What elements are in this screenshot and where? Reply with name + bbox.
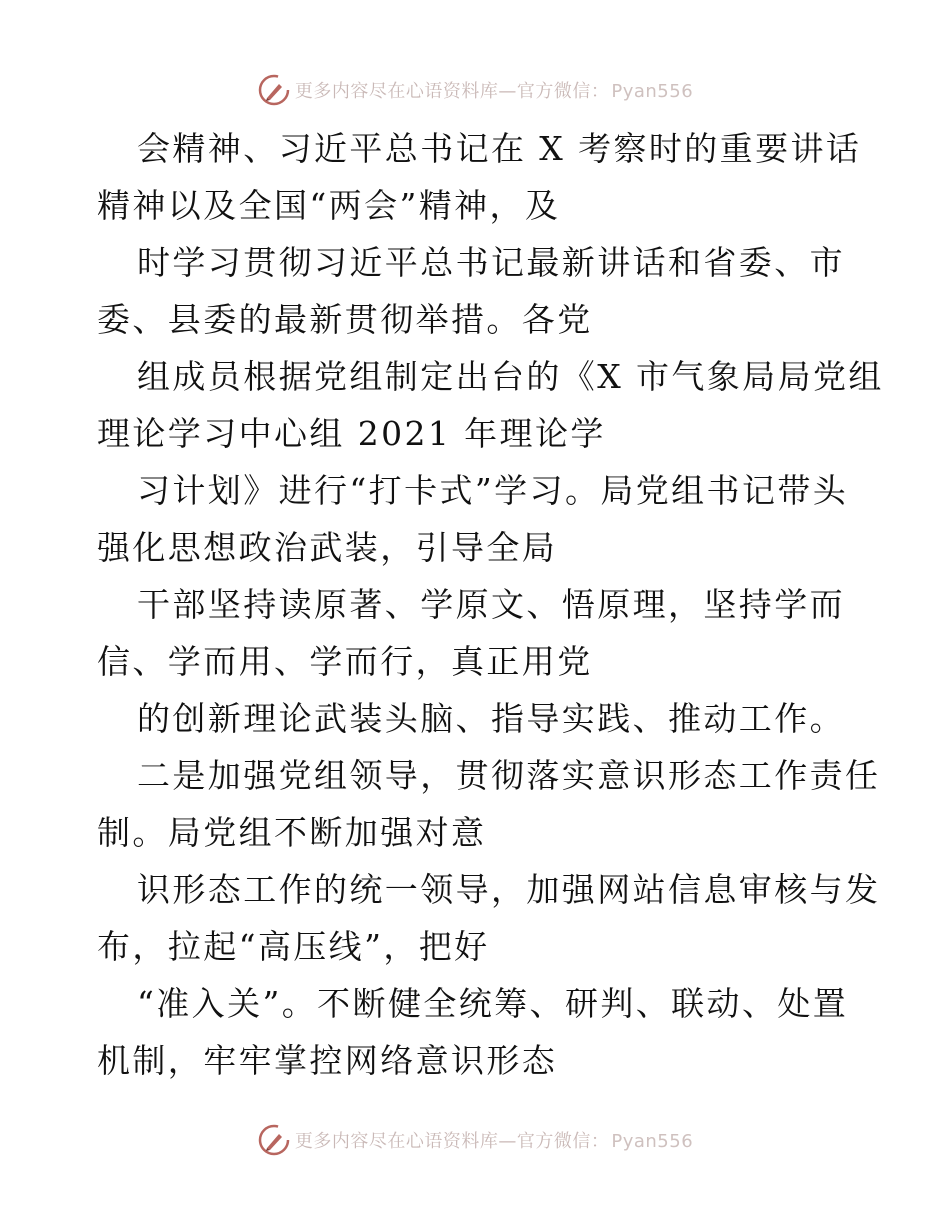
document-body bbox=[97, 120, 884, 1089]
body-text-line: 二是加强党组领导，贯彻落实意识形态工作责任 bbox=[137, 756, 881, 795]
body-text-line: 识形态工作的统一领导，加强网站信息审核与发 bbox=[137, 870, 881, 909]
body-text-line: 的创新理论武装头脑、指导实践、推动工作。 bbox=[137, 699, 845, 738]
watermark-wechat-id: Pyan556 bbox=[611, 81, 694, 102]
watermark-text bbox=[295, 77, 693, 103]
watermark-wechat-id: Pyan556 bbox=[611, 1131, 694, 1152]
body-text-line: 信、学而用、学而行，真正用党 bbox=[97, 642, 593, 681]
watermark-label: 更多内容尽在心语资料库—官方微信： bbox=[294, 81, 610, 102]
body-text-line: 理论学习中心组 2021 年理论学 bbox=[97, 414, 606, 453]
pen-logo-icon bbox=[257, 73, 291, 107]
body-text-line: 习计划》进行“打卡式”学习。局党组书记带头 bbox=[137, 471, 849, 510]
body-text-line: “准入关”。不断健全统筹、研判、联动、处置 bbox=[137, 984, 849, 1023]
body-text-line: 干部坚持读原著、学原文、悟原理，坚持学而 bbox=[137, 585, 845, 624]
watermark-text bbox=[295, 1127, 693, 1153]
body-text-line: 时学习贯彻习近平总书记最新讲话和省委、市 bbox=[137, 243, 845, 282]
header-watermark bbox=[0, 70, 950, 110]
body-text-line: 组成员根据党组制定出台的《X 市气象局局党组 bbox=[137, 357, 884, 396]
pen-logo-icon bbox=[257, 1123, 291, 1157]
footer-watermark bbox=[0, 1120, 950, 1160]
body-text-line: 制。局党组不断加强对意 bbox=[97, 813, 487, 852]
body-text-line: 强化思想政治武装，引导全局 bbox=[97, 528, 558, 567]
watermark-label: 更多内容尽在心语资料库—官方微信： bbox=[294, 1131, 610, 1152]
body-text-line: 精神以及全国“两会”精神，及 bbox=[97, 186, 561, 225]
body-text-line: 会精神、习近平总书记在 X 考察时的重要讲话 bbox=[137, 129, 862, 168]
body-text-line: 机制，牢牢掌控网络意识形态 bbox=[97, 1041, 558, 1080]
body-text-line: 委、县委的最新贯彻举措。各党 bbox=[97, 300, 593, 339]
body-text-line: 布，拉起“高压线”，把好 bbox=[97, 927, 490, 966]
